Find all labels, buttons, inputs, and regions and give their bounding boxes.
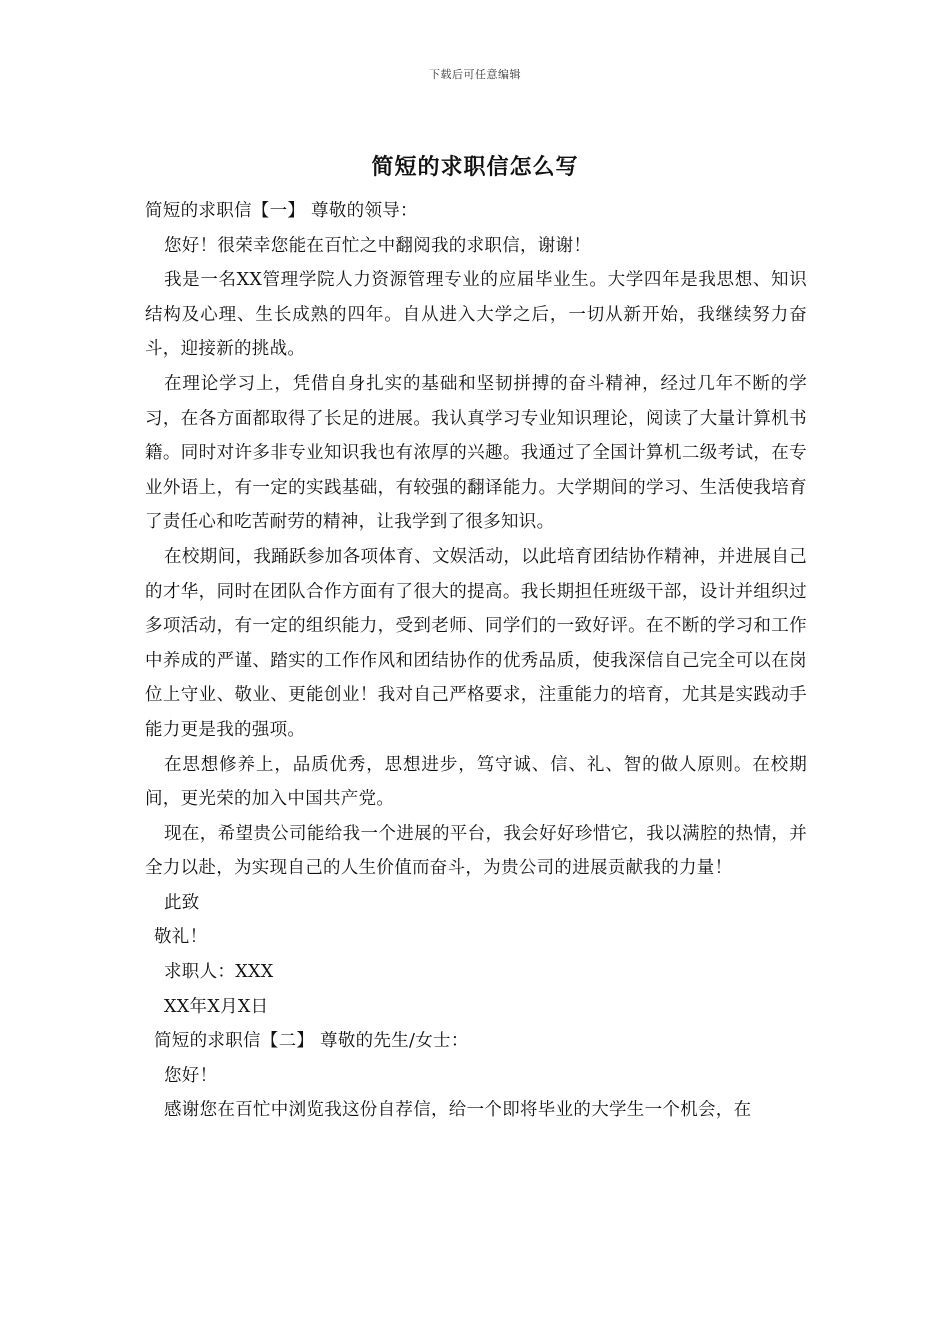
- letter2-greeting: 您好！: [164, 1065, 218, 1086]
- letter2-first-line: 感谢您在百忙中浏览我这份自荐信，给一个即将毕业的大学生一个机会，在: [164, 1100, 752, 1121]
- letter2-heading: 简短的求职信【二】 尊敬的先生/女士：: [154, 1031, 469, 1052]
- letter1-paragraph: 我是一名XX管理学院人力资源管理专业的应届毕业生。大学四年是我思想、知识结构及心理、生长成熟的四年。自从进入大学之后，一切从新开始，我继续努力奋斗，迎接新的挑战。: [145, 270, 807, 360]
- letter1-closing: 此致: [164, 892, 200, 913]
- letter1-paragraph: 在理论学习上，凭借自身扎实的基础和坚韧拼搏的奋斗精神，经过几年不断的学习，在各方面都取得了长足的进展。我认真学习专业知识理论，阅读了大量计算机书籍。同时对许多非专业知识我也有浓厚的兴趣。我通过了全国计算机二级考试，在专业外语上，有一定的实践基础，有较强的翻译能力。大学期间的学习、生活使我培育了责任心和吃苦耐劳的精神，让我学到了很多知识。: [145, 373, 807, 533]
- letter1-paragraph: 现在，希望贵公司能给我一个进展的平台，我会好好珍惜它，我以满腔的热情，并全力以赴，为实现自己的人生价值而奋斗，为贵公司的进展贡献我的力量！: [145, 823, 807, 879]
- letter1-greeting: 您好！很荣幸您能在百忙之中翻阅我的求职信，谢谢！: [164, 235, 592, 256]
- letter1-paragraph: 在校期间，我踊跃参加各项体育、文娱活动，以此培育团结协作精神，并进展自己的才华，同时在团队合作方面有了很大的提高。我长期担任班级干部，设计并组织过多项活动，有一定的组织能力，受到老师、同学们的一致好评。在不断的学习和工作中养成的严谨、踏实的工作作风和团结协作的优秀品质，使我深信自己完全可以在岗位上守业、敬业、更能创业！我对自己严格要求，注重能力的培育，尤其是实践动手能力更是我的强项。: [145, 546, 807, 740]
- document-body: [145, 194, 807, 1128]
- header-note: 下载后可任意编辑: [429, 68, 521, 81]
- letter1-date: XX年X月X日: [164, 996, 269, 1017]
- letter1-heading: 简短的求职信【一】 尊敬的领导：: [145, 201, 418, 221]
- document-title: 简短的求职信怎么写: [371, 154, 579, 180]
- letter1-signature: 求职人：XXX: [164, 962, 274, 983]
- letter1-paragraph: 在思想修养上，品质优秀，思想进步，笃守诚、信、礼、智的做人原则。在校期间，更光荣的加入中国共产党。: [145, 754, 807, 810]
- letter1-salute: 敬礼！: [154, 927, 208, 948]
